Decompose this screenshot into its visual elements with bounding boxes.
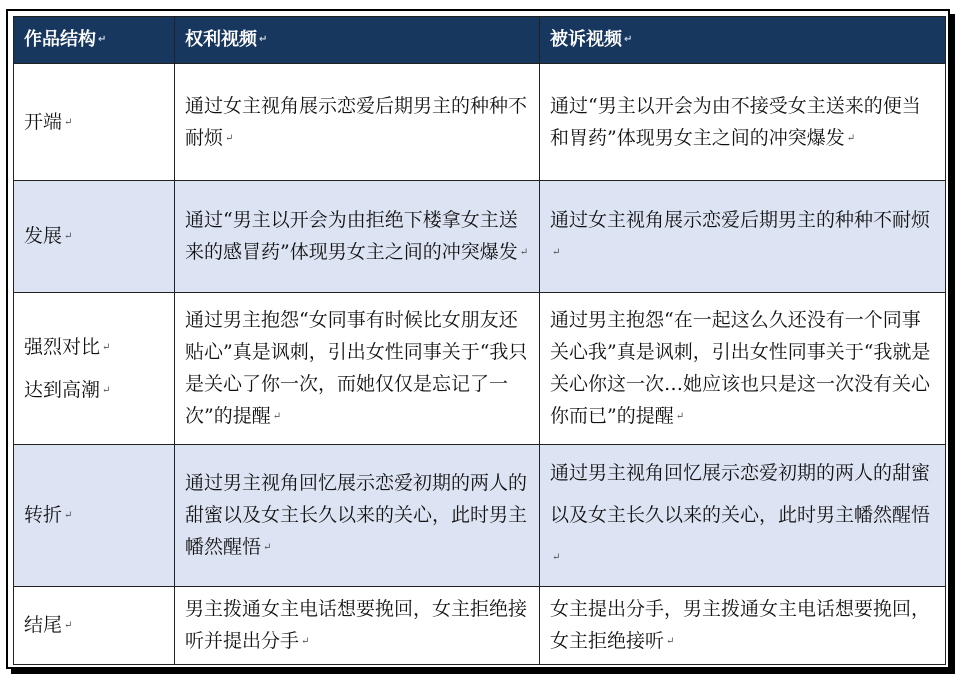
structure-cell: 强烈对比 ↵ 达到高潮 ↵ xyxy=(14,293,175,445)
table-row xyxy=(14,181,946,293)
header-row xyxy=(14,17,946,64)
table-row xyxy=(14,587,946,665)
comparison-table xyxy=(13,16,946,665)
accused-cell: 女主提出分手，男主拨通女主电话想要挽回，女主拒绝接听 ↵ xyxy=(540,587,946,665)
rights-cell: 通过女主视角展示恋爱后期男主的种种不耐烦 ↵ xyxy=(175,64,540,181)
frame-shadow-right xyxy=(950,14,955,674)
table-row xyxy=(14,445,946,587)
header-accused-video: 被诉视频 ↵ xyxy=(540,17,946,64)
structure-cell: 转折 ↵ xyxy=(14,445,175,587)
rights-cell: 通过男主视角回忆展示恋爱初期的两人的甜蜜以及女主长久以来的关心，此时男主幡然醒悟 ↵ xyxy=(175,445,540,587)
accused-cell: 通过“男主以开会为由不接受女主送来的便当和胃药”体现男女主之间的冲突爆发 ↵ xyxy=(540,64,946,181)
structure-cell: 开端 ↵ xyxy=(14,64,175,181)
table-row xyxy=(14,64,946,181)
accused-cell: 通过女主视角展示恋爱后期男主的种种不耐烦↵ xyxy=(540,181,946,293)
rights-cell: 通过男主抱怨“女同事有时候比女朋友还贴心”真是讽刺，引出女性同事关于“我只是关心了你一次，而她仅仅是忘记了一次”的提醒 ↵ xyxy=(175,293,540,445)
table-row xyxy=(14,293,946,445)
accused-cell: 通过男主抱怨“在一起这么久还没有一个同事关心我”真是讽刺，引出女性同事关于“我就是关心你这一次…她应该也只是这一次没有关心你而已”的提醒 ↵ xyxy=(540,293,946,445)
rights-cell: 通过“男主以开会为由拒绝下楼拿女主送来的感冒药”体现男女主之间的冲突爆发 ↵ xyxy=(175,181,540,293)
structure-cell: 结尾 ↵ xyxy=(14,587,175,665)
frame-shadow-bottom xyxy=(11,669,955,674)
accused-cell: 通过男主视角回忆展示恋爱初期的两人的甜蜜以及女主长久以来的关心，此时男主幡然醒悟↵ xyxy=(540,445,946,587)
rights-cell: 男主拨通女主电话想要挽回，女主拒绝接听并提出分手 ↵ xyxy=(175,587,540,665)
header-structure: 作品结构 ↵ xyxy=(14,17,175,64)
structure-cell: 发展 ↵ xyxy=(14,181,175,293)
header-rights-video: 权利视频 ↵ xyxy=(175,17,540,64)
